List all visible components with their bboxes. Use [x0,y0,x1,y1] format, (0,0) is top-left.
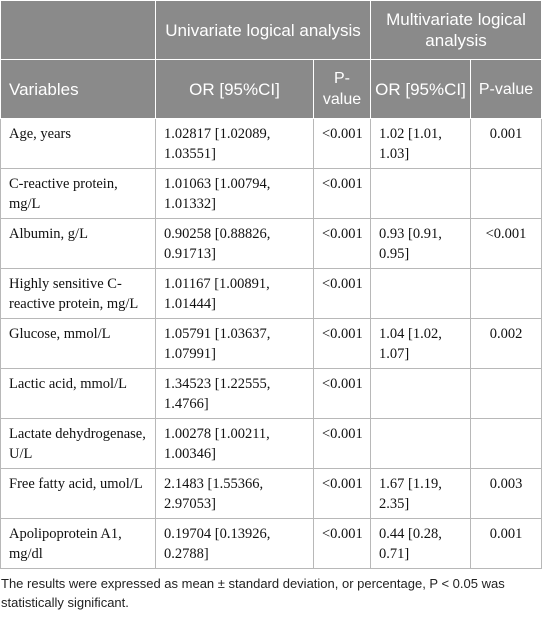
table-row [1,469,542,519]
cell-variable: Lactic acid, mmol/L [1,369,156,419]
cell-variable: C-reactive protein, mg/L [1,169,156,219]
cell-or-univariate: 2.1483 [1.55366, 2.97053] [156,469,314,519]
table-row [1,319,542,369]
cell-or-univariate: 0.90258 [0.88826, 0.91713] [156,219,314,269]
cell-p-univariate: <0.001 [314,119,371,169]
table-row [1,419,542,469]
table-row [1,119,542,169]
header-empty-cell [1,1,156,60]
cell-variable: Lactate dehydrogenase, U/L [1,419,156,469]
cell-or-multivariate: 1.02 [1.01, 1.03] [371,119,471,169]
cell-variable: Apolipoprotein A1, mg/dl [1,519,156,569]
cell-or-univariate: 1.00278 [1.00211, 1.00346] [156,419,314,469]
cell-or-multivariate: 0.93 [0.91, 0.95] [371,219,471,269]
cell-or-multivariate: 1.67 [1.19, 2.35] [371,469,471,519]
cell-or-univariate: 0.19704 [0.13926, 0.2788] [156,519,314,569]
cell-p-univariate: <0.001 [314,269,371,319]
cell-p-univariate: <0.001 [314,369,371,419]
cell-or-univariate: 1.01063 [1.00794, 1.01332] [156,169,314,219]
cell-p-univariate: <0.001 [314,419,371,469]
cell-or-multivariate [371,419,471,469]
cell-variable: Glucose, mmol/L [1,319,156,369]
cell-p-multivariate [471,169,542,219]
cell-p-univariate: <0.001 [314,169,371,219]
cell-variable: Age, years [1,119,156,169]
table-row [1,519,542,569]
cell-variable: Albumin, g/L [1,219,156,269]
cell-p-univariate: <0.001 [314,469,371,519]
cell-p-multivariate: 0.002 [471,319,542,369]
cell-p-univariate: <0.001 [314,219,371,269]
cell-p-multivariate: 0.001 [471,519,542,569]
header-or-univariate: OR [95%CI] [156,60,314,119]
cell-or-multivariate [371,369,471,419]
cell-p-multivariate [471,419,542,469]
header-p-multivariate: P-value [471,60,542,119]
cell-or-multivariate: 1.04 [1.02, 1.07] [371,319,471,369]
table-row [1,169,542,219]
cell-or-univariate: 1.01167 [1.00891, 1.01444] [156,269,314,319]
table-row [1,369,542,419]
header-group-univariate: Univariate logical analysis [156,1,371,60]
header-p-univariate: P-value [314,60,371,119]
cell-p-multivariate [471,269,542,319]
cell-or-univariate: 1.02817 [1.02089, 1.03551] [156,119,314,169]
cell-or-multivariate [371,269,471,319]
header-group-multivariate: Multivariate logical analysis [371,1,542,60]
header-or-multivariate: OR [95%CI] [371,60,471,119]
cell-or-multivariate: 0.44 [0.28, 0.71] [371,519,471,569]
cell-p-multivariate [471,369,542,419]
table-body [1,119,542,569]
cell-variable: Free fatty acid, umol/L [1,469,156,519]
cell-p-univariate: <0.001 [314,519,371,569]
header-variables: Variables [1,60,156,119]
cell-p-multivariate: 0.003 [471,469,542,519]
cell-or-univariate: 1.05791 [1.03637, 1.07991] [156,319,314,369]
cell-or-multivariate [371,169,471,219]
cell-p-multivariate: <0.001 [471,219,542,269]
cell-p-univariate: <0.001 [314,319,371,369]
table-header [1,1,542,119]
table-footnote: The results were expressed as mean ± standard deviation, or percentage, P < 0.05 was statistically significant. [1,576,505,610]
cell-variable: Highly sensitive C-reactive protein, mg/L [1,269,156,319]
cell-p-multivariate: 0.001 [471,119,542,169]
cell-or-univariate: 1.34523 [1.22555, 1.4766] [156,369,314,419]
table-row [1,269,542,319]
table-row [1,219,542,269]
